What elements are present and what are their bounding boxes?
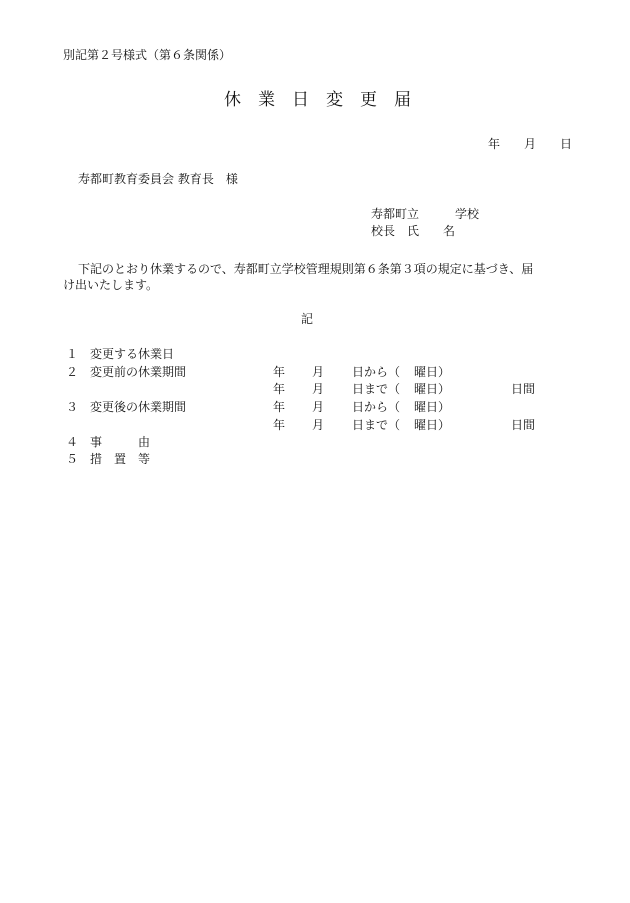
month-field: 月	[312, 382, 325, 396]
day-to-field: 日まで（	[352, 418, 401, 432]
item-number: ５	[66, 452, 79, 466]
year-field: 年	[273, 400, 286, 414]
month-field: 月	[312, 400, 325, 414]
item-number: ２	[66, 365, 79, 379]
item-3-from-row	[0, 400, 630, 416]
item-number: １	[66, 347, 79, 361]
day-to-field: 日まで（	[352, 382, 401, 396]
form-number: 別記第２号様式（第６条関係）	[63, 48, 232, 62]
item-label: 変更前の休業期間	[90, 365, 187, 379]
body-text-line-2: け出いたします。	[63, 278, 159, 292]
item-label: 変更後の休業期間	[90, 400, 187, 414]
weekday-field: 曜日）	[402, 382, 451, 396]
day-from-field: 日から（	[352, 400, 401, 414]
document-title: 休 業 日 変 更 届	[224, 90, 411, 110]
item-2-to-row	[0, 382, 630, 398]
sender-principal: 校長 氏 名	[371, 224, 456, 238]
month-field: 月	[312, 365, 325, 379]
item-4-row	[0, 435, 630, 451]
item-1-row	[0, 347, 630, 363]
item-number: ４	[66, 435, 79, 449]
ki-heading: 記	[301, 312, 314, 326]
item-5-row	[0, 452, 630, 468]
weekday-field: 曜日）	[402, 365, 451, 379]
weekday-field: 曜日）	[402, 400, 451, 414]
year-field: 年	[273, 382, 286, 396]
addressee: 寿都町教育委員会 教育長 様	[78, 172, 238, 186]
year-field: 年	[273, 418, 286, 432]
day-from-field: 日から（	[352, 365, 401, 379]
item-2-from-row	[0, 365, 630, 381]
date-line: 年 月 日	[488, 137, 573, 151]
body-text-line-1: 下記のとおり休業するので、寿都町立学校管理規則第６条第３項の規定に基づき、届	[78, 262, 534, 276]
total-days-field: 日間	[511, 418, 536, 432]
item-label: 変更する休業日	[90, 347, 175, 361]
item-label: 措 置 等	[90, 452, 151, 466]
weekday-field: 曜日）	[402, 418, 451, 432]
year-field: 年	[273, 365, 286, 379]
month-field: 月	[312, 418, 325, 432]
item-number: ３	[66, 400, 79, 414]
item-3-to-row	[0, 418, 630, 434]
total-days-field: 日間	[511, 382, 536, 396]
item-label: 事 由	[90, 435, 151, 449]
sender-school: 寿都町立 学校	[371, 207, 480, 221]
